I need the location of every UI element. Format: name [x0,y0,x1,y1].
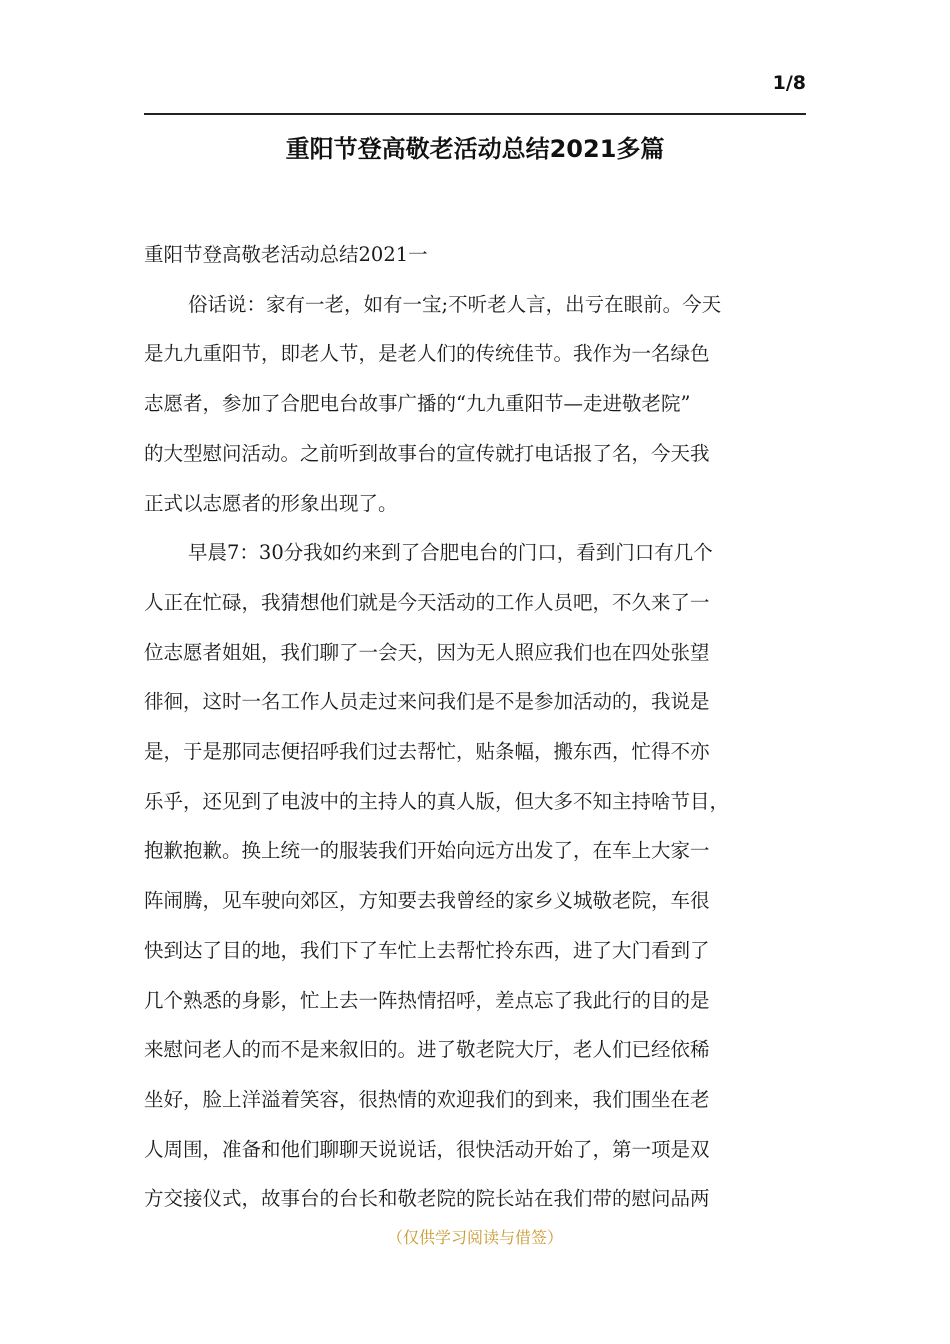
section-heading: 重阳节登高敬老活动总结2021一 [144,243,428,266]
document-title: 重阳节登高敬老活动总结2021多篇 [285,135,665,163]
paragraph-2: 早晨7：30分我如约来到了合肥电台的门口，看到门口有几个 人正在忙碌，我猜想他们就是今天活动的工作人员吧，不久来了一 位志愿者姐姐，我们聊了一会天，因为无人照应我们也在四处张望 徘徊，这时一名工作人员走过来问我们是不是参加活动的，我说是 是，于是那同志便招呼我们过去帮忙，贴条幅，搬东西，忙得不亦 乐乎，还见到了电波中的主持人的真人版，但大多不知主持啥节目， 抱歉抱歉。换上统一的服装我们开始向远方出发了，在车上大家一 阵闹腾，见车驶向郊区，方知要去我曾经的家乡义城敬老院，车很 快到达了目的地，我们下了车忙上去帮忙拎东西，进了大门看到了 几个熟悉的身影，忙上去一阵热情招呼，差点忘了我此行的目的是 来慰问老人的而不是来叙旧的。进了敬老院大厅，老人们已经依稀 坐好，脸上洋溢着笑容，很热情的欢迎我们的到来，我们围坐在老 人周围，准备和他们聊聊天说说话，很快活动开始了，第一项是双 方交接仪式，故事台的台长和敬老院的院长站在我们带的慰问品两 [144,541,730,1211]
paragraph-1: 俗话说：家有一老，如有一宝;不听老人言，出亏在眼前。今天 是九九重阳节，即老人节，是老人们的传统佳节。我作为一名绿色 志愿者，参加了合肥电台故事广播的“九九重阳节—走进敬老院” 的大型慰问活动。之前听到故事台的宣传就打电话报了名，今天我 正式以志愿者的形象出现了。 [144,292,722,515]
header-divider [144,113,806,115]
footer-note: （仅供学习阅读与借签） [386,1228,563,1247]
document-body [144,230,820,1224]
page-number: 1/8 [772,72,806,94]
